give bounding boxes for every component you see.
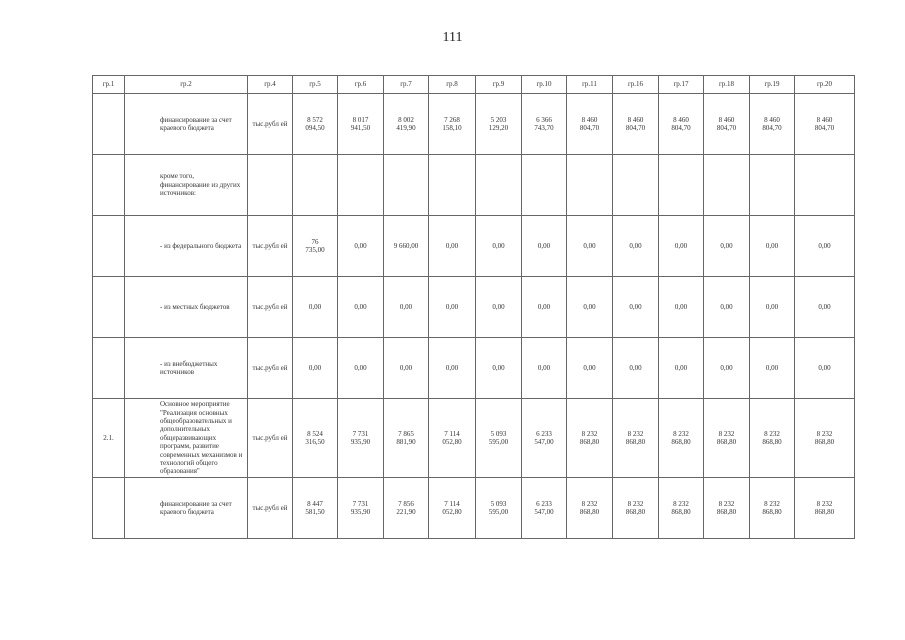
value-cell: 0,00 [659, 216, 704, 277]
value-cell: 0,00 [522, 277, 567, 338]
value-cell [429, 155, 476, 216]
value-cell: 0,00 [567, 277, 613, 338]
column-header: гр.10 [522, 76, 567, 94]
column-header: гр.8 [429, 76, 476, 94]
value-cell: 76 735,00 [293, 216, 338, 277]
table-row [93, 338, 855, 399]
value-cell [750, 155, 795, 216]
value-cell: 0,00 [659, 338, 704, 399]
table-row [93, 155, 855, 216]
value-cell: 0,00 [476, 277, 522, 338]
column-header: гр.9 [476, 76, 522, 94]
budget-table [92, 75, 855, 539]
value-cell: 0,00 [338, 338, 384, 399]
row-description-cell: финансирование за счет краевого бюджета [125, 94, 248, 155]
row-number-cell: 2.1. [93, 399, 125, 478]
column-header: гр.7 [384, 76, 429, 94]
value-cell: 7 268 158,10 [429, 94, 476, 155]
column-header: гр.6 [338, 76, 384, 94]
value-cell [567, 155, 613, 216]
table-row [93, 478, 855, 539]
column-header: гр.4 [248, 76, 293, 94]
value-cell: 0,00 [795, 277, 855, 338]
value-cell: 7 856 221,90 [384, 478, 429, 539]
row-number-cell [93, 478, 125, 539]
value-cell: 0,00 [476, 338, 522, 399]
value-cell: 0,00 [750, 338, 795, 399]
row-unit-cell: тыс.рубл ей [248, 277, 293, 338]
value-cell: 6 366 743,70 [522, 94, 567, 155]
row-description-cell: финансирование за счет краевого бюджета [125, 478, 248, 539]
value-cell: 8 572 094,50 [293, 94, 338, 155]
value-cell: 7 731 935,90 [338, 478, 384, 539]
row-description-cell: Основное мероприятие "Реализация основных общеобразовательных и дополнительных общеразвивающих программ, развитие современных механизмов и технологий общего образования" [125, 399, 248, 478]
value-cell: 0,00 [613, 216, 659, 277]
value-cell: 0,00 [795, 216, 855, 277]
value-cell: 0,00 [704, 338, 750, 399]
value-cell: 8 460 804,70 [567, 94, 613, 155]
value-cell [476, 155, 522, 216]
table-row [93, 216, 855, 277]
value-cell: 7 114 052,80 [429, 399, 476, 478]
value-cell: 0,00 [750, 216, 795, 277]
value-cell: 0,00 [795, 338, 855, 399]
table-row [93, 277, 855, 338]
value-cell [293, 155, 338, 216]
value-cell: 8 524 316,50 [293, 399, 338, 478]
row-number-cell [93, 277, 125, 338]
row-number-cell [93, 216, 125, 277]
value-cell: 0,00 [429, 216, 476, 277]
value-cell: 0,00 [384, 338, 429, 399]
column-header: гр.2 [125, 76, 248, 94]
value-cell: 5 093 595,00 [476, 399, 522, 478]
value-cell [659, 155, 704, 216]
column-header: гр.20 [795, 76, 855, 94]
row-number-cell [93, 338, 125, 399]
row-unit-cell [248, 155, 293, 216]
row-unit-cell: тыс.рубл ей [248, 478, 293, 539]
value-cell: 0,00 [338, 216, 384, 277]
page-number: 111 [442, 30, 463, 45]
value-cell: 0,00 [567, 338, 613, 399]
value-cell: 8 232 868,80 [704, 399, 750, 478]
value-cell [384, 155, 429, 216]
column-header: гр.18 [704, 76, 750, 94]
value-cell: 0,00 [522, 216, 567, 277]
column-header: гр.5 [293, 76, 338, 94]
value-cell: 0,00 [704, 277, 750, 338]
value-cell: 8 460 804,70 [795, 94, 855, 155]
value-cell: 0,00 [613, 277, 659, 338]
value-cell: 0,00 [429, 277, 476, 338]
value-cell: 0,00 [567, 216, 613, 277]
column-header: гр.11 [567, 76, 613, 94]
value-cell: 0,00 [293, 277, 338, 338]
value-cell: 0,00 [429, 338, 476, 399]
value-cell: 0,00 [293, 338, 338, 399]
value-cell: 8 232 868,80 [567, 399, 613, 478]
column-header: гр.1 [93, 76, 125, 94]
value-cell: 8 232 868,80 [750, 478, 795, 539]
row-description-cell: - из местных бюджетов [125, 277, 248, 338]
value-cell [338, 155, 384, 216]
value-cell: 0,00 [476, 216, 522, 277]
value-cell: 8 232 868,80 [567, 478, 613, 539]
row-description-cell: - из федерального бюджета [125, 216, 248, 277]
value-cell: 0,00 [750, 277, 795, 338]
table-row [93, 399, 855, 478]
value-cell: 8 232 868,80 [659, 399, 704, 478]
row-number-cell [93, 94, 125, 155]
value-cell: 8 017 941,50 [338, 94, 384, 155]
value-cell [522, 155, 567, 216]
value-cell: 8 460 804,70 [750, 94, 795, 155]
value-cell [704, 155, 750, 216]
value-cell: 0,00 [659, 277, 704, 338]
row-unit-cell: тыс.рубл ей [248, 94, 293, 155]
value-cell: 9 660,00 [384, 216, 429, 277]
value-cell: 8 447 581,50 [293, 478, 338, 539]
value-cell: 8 460 804,70 [659, 94, 704, 155]
row-unit-cell: тыс.рубл ей [248, 338, 293, 399]
value-cell: 8 232 868,80 [795, 399, 855, 478]
value-cell: 8 232 868,80 [613, 399, 659, 478]
value-cell: 8 232 868,80 [704, 478, 750, 539]
row-description-cell: кроме того, финансирование из других источников: [125, 155, 248, 216]
row-unit-cell: тыс.рубл ей [248, 216, 293, 277]
column-header: гр.19 [750, 76, 795, 94]
value-cell: 0,00 [384, 277, 429, 338]
column-header: гр.16 [613, 76, 659, 94]
column-header: гр.17 [659, 76, 704, 94]
value-cell: 0,00 [338, 277, 384, 338]
value-cell: 8 460 804,70 [704, 94, 750, 155]
table-header-row [93, 76, 855, 94]
value-cell: 8 232 868,80 [795, 478, 855, 539]
table-row [93, 94, 855, 155]
value-cell: 0,00 [613, 338, 659, 399]
value-cell: 8 232 868,80 [750, 399, 795, 478]
value-cell [795, 155, 855, 216]
value-cell: 8 002 419,90 [384, 94, 429, 155]
value-cell: 7 865 881,90 [384, 399, 429, 478]
value-cell: 5 093 595,00 [476, 478, 522, 539]
value-cell: 6 233 547,00 [522, 399, 567, 478]
value-cell: 5 203 129,20 [476, 94, 522, 155]
row-unit-cell: тыс.рубл ей [248, 399, 293, 478]
row-description-cell: - из внебюджетных источников [125, 338, 248, 399]
row-number-cell [93, 155, 125, 216]
value-cell: 7 114 052,80 [429, 478, 476, 539]
value-cell: 7 731 935,90 [338, 399, 384, 478]
value-cell: 0,00 [522, 338, 567, 399]
value-cell [613, 155, 659, 216]
value-cell: 0,00 [704, 216, 750, 277]
value-cell: 6 233 547,00 [522, 478, 567, 539]
value-cell: 8 232 868,80 [613, 478, 659, 539]
value-cell: 8 232 868,80 [659, 478, 704, 539]
value-cell: 8 460 804,70 [613, 94, 659, 155]
